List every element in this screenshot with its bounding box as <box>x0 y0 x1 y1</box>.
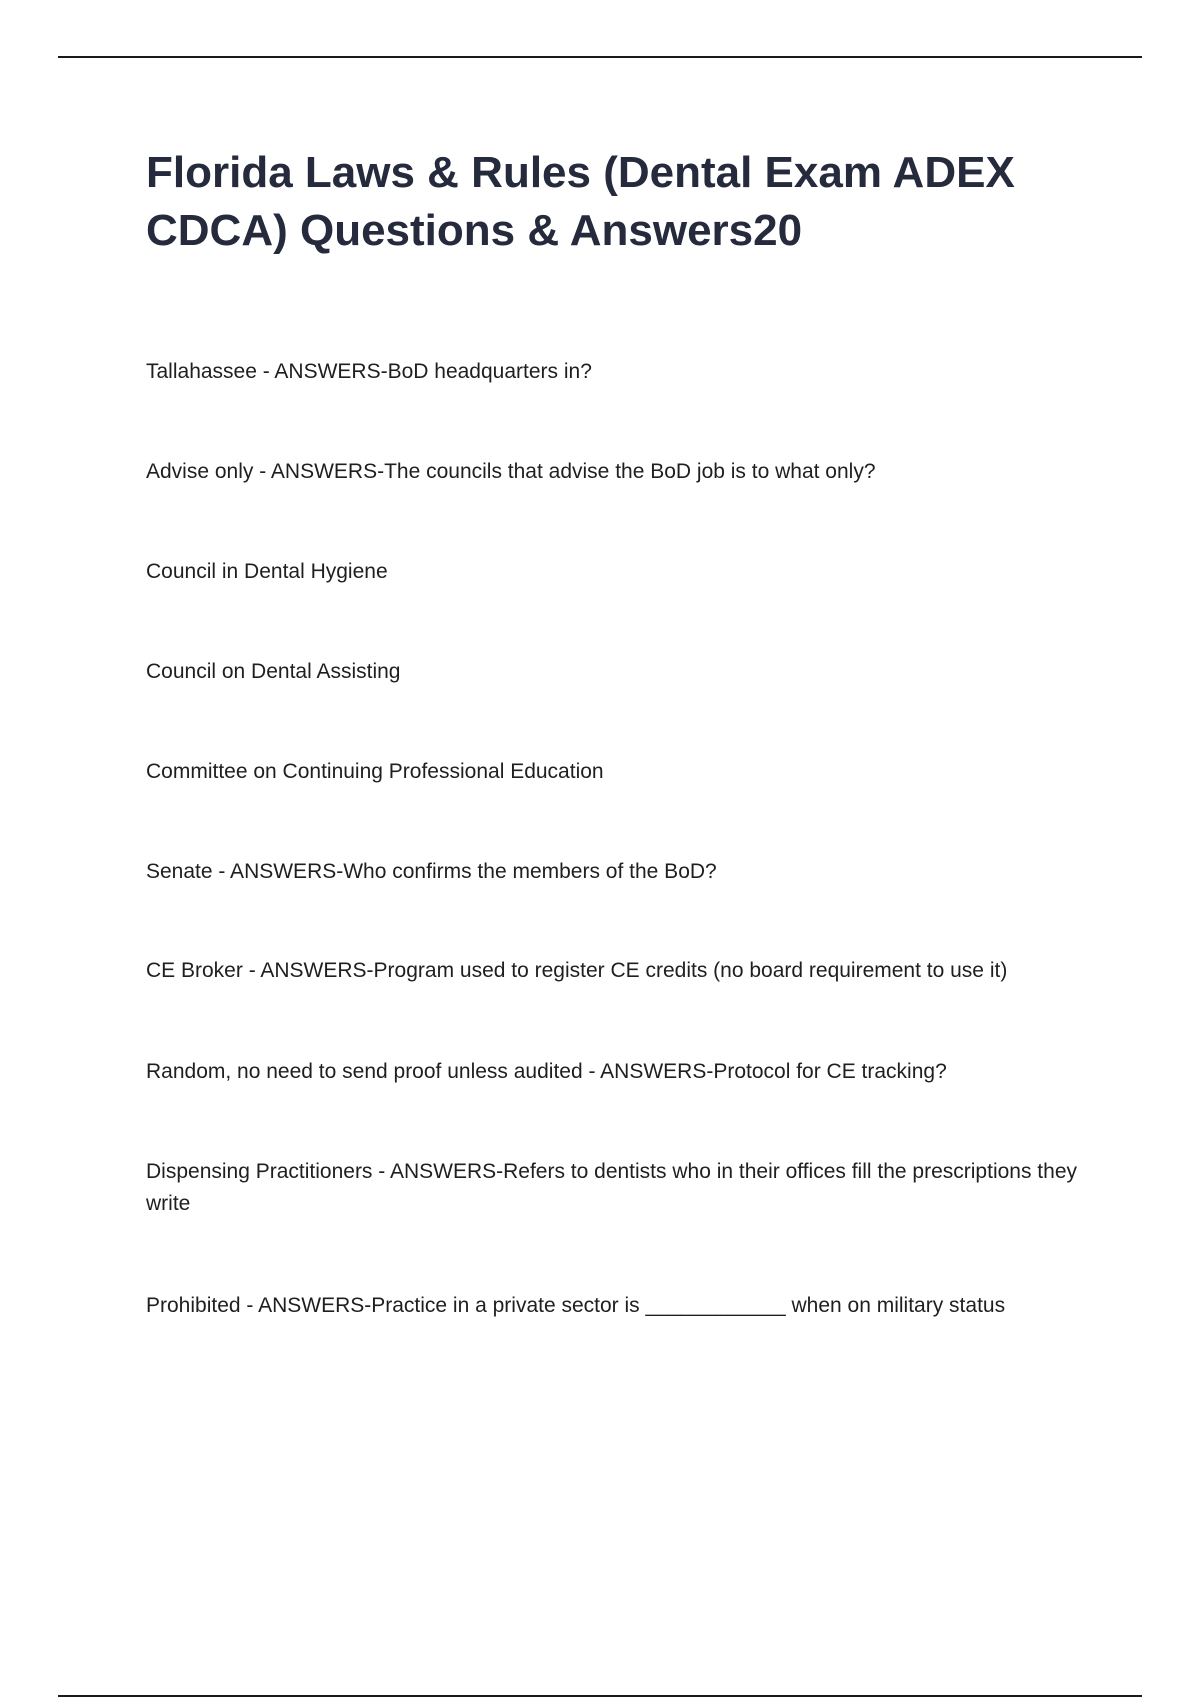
qa-entry: Dispensing Practitioners - ANSWERS-Refers to dentists who in their offices fill the prescriptions they write <box>146 1160 1077 1215</box>
page-title: Florida Laws & Rules (Dental Exam ADEX CDCA) Questions & Answers20 <box>146 148 1015 255</box>
qa-entry: CE Broker - ANSWERS-Program used to register CE credits (no board requirement to use it) <box>146 959 1008 982</box>
qa-entry: Advise only - ANSWERS-The councils that advise the BoD job is to what only? <box>146 460 876 483</box>
qa-entry: Senate - ANSWERS-Who confirms the members of the BoD? <box>146 860 717 883</box>
bottom-divider <box>58 1695 1142 1697</box>
qa-entry: Random, no need to send proof unless audited - ANSWERS-Protocol for CE tracking? <box>146 1060 947 1083</box>
qa-entry: Council in Dental Hygiene <box>146 560 388 583</box>
qa-entry: Council on Dental Assisting <box>146 660 401 683</box>
qa-entry: Prohibited - ANSWERS-Practice in a private sector is ____________ when on military status <box>146 1294 1006 1317</box>
qa-entry: Committee on Continuing Professional Education <box>146 760 604 783</box>
top-divider <box>58 56 1142 58</box>
qa-entry: Tallahassee - ANSWERS-BoD headquarters in? <box>146 360 592 383</box>
